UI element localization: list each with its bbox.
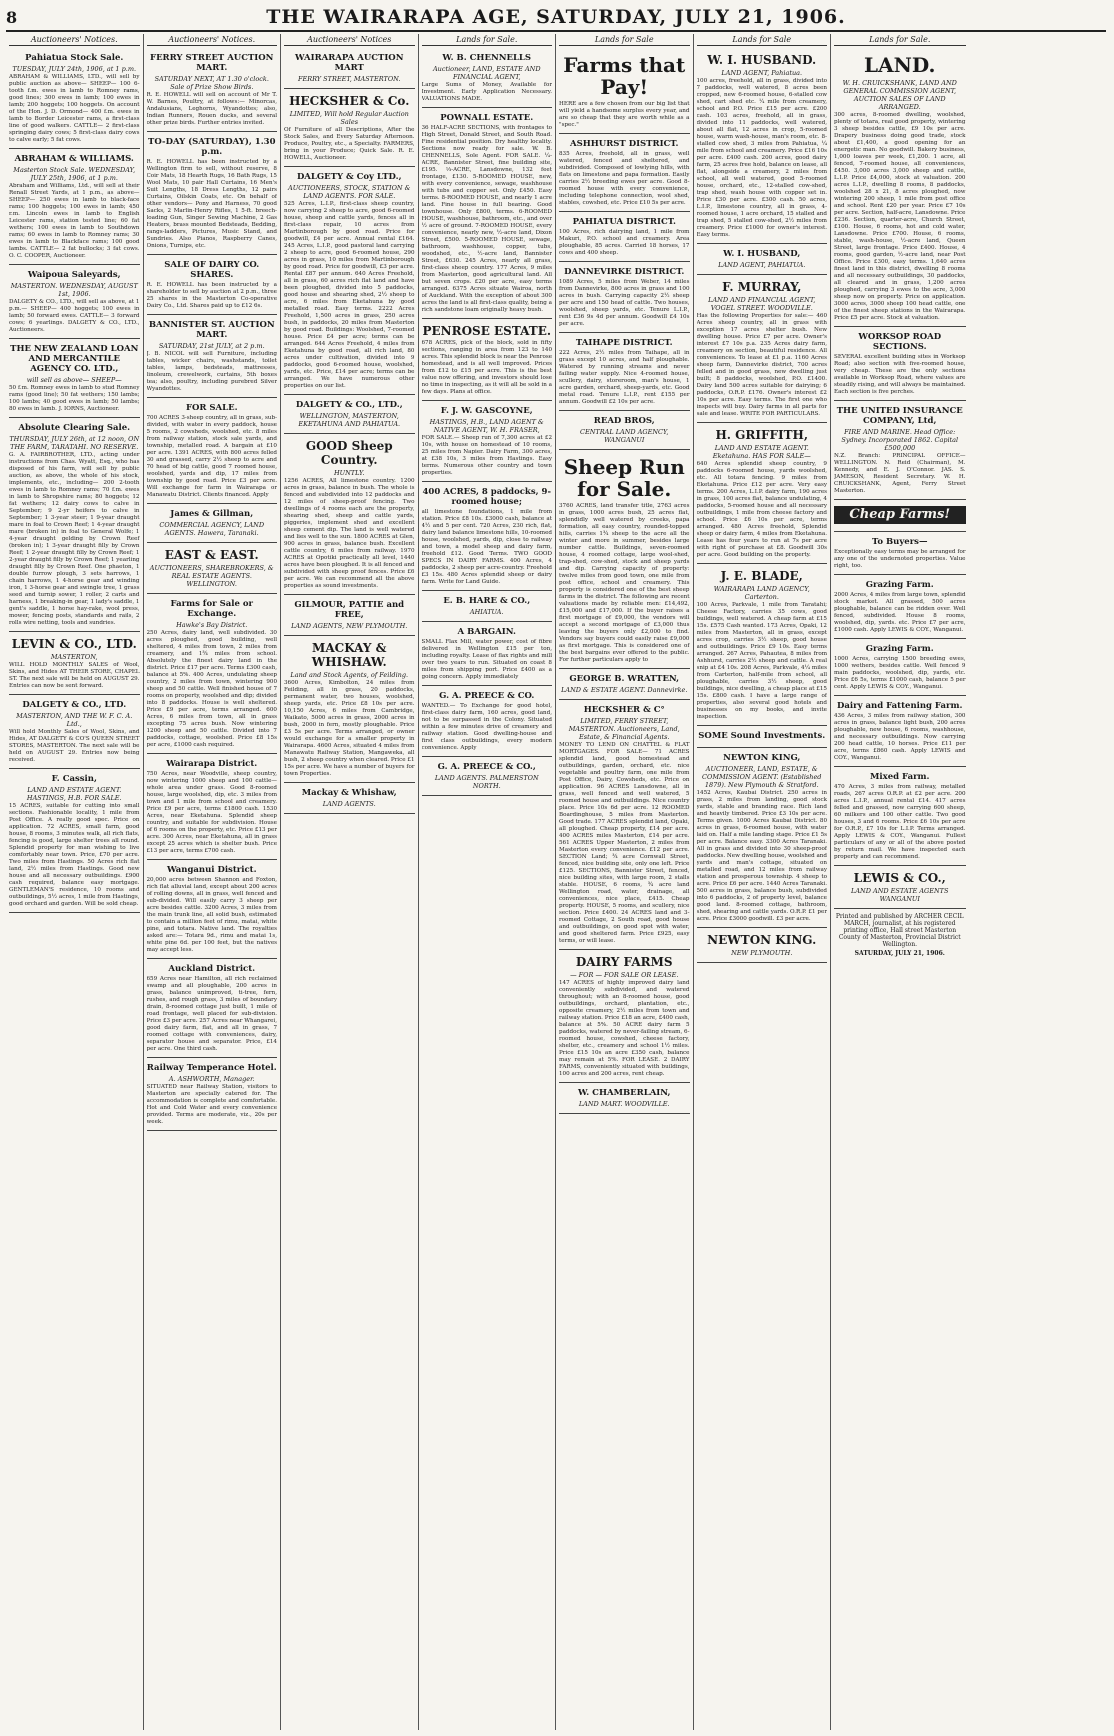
advertisement xyxy=(697,48,828,244)
advertisement xyxy=(147,543,278,594)
ad-subtitle: MASTERTON, xyxy=(50,653,98,661)
masthead xyxy=(6,4,1106,32)
newspaper-title: THE WAIRARAPA AGE, SATURDAY, JULY 21, 1906. xyxy=(266,6,846,28)
ad-subtitle: Masterton Stock Sale. WEDNESDAY, JULY 25th, 1906, at 1 p.m. xyxy=(13,166,136,182)
ad-body: Exceptionally easy terms may be arranged for any one of the undernoted properties. Value right, too. xyxy=(834,549,966,569)
advertisement xyxy=(559,134,690,212)
ad-subtitle: LIMITED, FERRY STREET, MASTERTON. Auctioneers, Land, Estate, & Financial Agents. xyxy=(568,717,680,741)
ad-title: DALGETY & Coy LTD., xyxy=(296,172,402,182)
ad-subtitle: AUCTIONEERS, SHAREBROKERS, & REAL ESTATE AGENTS. WELLINGTON. xyxy=(149,564,274,588)
column-heading: Lands for Sale. xyxy=(422,34,553,46)
column xyxy=(419,34,557,1730)
ad-subtitle: FERRY STREET, MASTERTON. xyxy=(297,75,401,83)
advertisement xyxy=(9,265,140,339)
advertisement xyxy=(834,327,966,401)
ad-title: GOOD Sheep Country. xyxy=(305,439,393,467)
ad-subtitle: LAND & ESTATE AGENT. Dannevirke. xyxy=(561,686,688,694)
advertisement xyxy=(559,1083,690,1114)
ad-subtitle: LAND AND ESTATE AGENTS WANGANUI xyxy=(851,887,949,903)
column-heading: Auctioneers' Notices. xyxy=(9,34,140,46)
ad-body: R. E. HOWELL will sell on account of Mr T. W. Barnes, Poultry, at follows:— Minorcas, Andalusians, Leghorns, Wyandottes; also, Indian Runners, Rouen ducks, and several other prize birds. Further entries invited. xyxy=(146,92,277,126)
advertisement xyxy=(834,48,966,327)
ad-title: Farms for Sale or Exchange. xyxy=(170,599,253,619)
ad-title: E. B. HARE & CO., xyxy=(443,596,531,606)
column-heading: Lands for Sale. xyxy=(834,34,966,46)
advertisement xyxy=(559,411,690,450)
advertisement xyxy=(834,639,966,696)
advertisement xyxy=(834,500,966,532)
ad-title: GEORGE B. WRATTEN, xyxy=(569,674,680,684)
ad-title: Railway Temperance Hotel. xyxy=(146,1063,277,1073)
ad-subtitle: AUCTIONEER, LAND, ESTATE, & COMMISSION AGENT. (Established 1879). New Plymouth & Stratford. xyxy=(702,765,822,789)
ad-title: H. GRIFFITH, xyxy=(715,428,809,442)
ad-title: 400 ACRES, 8 paddocks, 9-roomed house; xyxy=(422,487,551,507)
ad-subtitle: THURSDAY, JULY 26th, at 12 noon, ON THE FARM, TARATAHI. NO RESERVE. xyxy=(9,435,140,451)
advertisement xyxy=(284,167,415,395)
ad-title: ASHHURST DISTRICT. xyxy=(570,139,679,149)
advertisement xyxy=(834,866,966,909)
ad-subtitle: LAND AGENT, PAHIATUA. xyxy=(718,261,806,269)
column xyxy=(694,34,832,1730)
ad-body: 678 ACRES, pick of the block, sold in fifty sections, ranging in area from 123 to 140 acres. This splendid block is near the Penrose homestead, and is all well improved. Prices from £12 to £15 per acre. This is the best value now offering, and investors should lose no time in inspecting, as it will all be sold in a few days. Plans at office. xyxy=(421,340,552,395)
advertisement xyxy=(284,89,415,167)
ad-body: 36 HALF-ACRE SECTIONS, with frontages to High Street, Donald Street, and South Road. Fine residential position. Dry healthy locality. Sections now ready for sale. W. B. CHENNELLS, Sole Agent. FOR SALE. ¼-ACRE, Bannister Street, fine building site, £195. ⅓-ACRE, Lansdowne, 132 feet frontage, £130. 5-ROOMED HOUSE, new, with every convenience, sewage, washhouse with tubs and copper set. Only £450. Easy terms. 8-ROOMED HOUSE, and nearly 1 acre land. Fine house in full bearing. Good townhouse. Only £800, terms. 6-ROOMED HOUSE, washhouse, bathroom, etc., and over ½ acre of ground. 7-ROOMED HOUSE, every convenience, nearly new, ½-acre land, Dixon Street, £500. 5-ROOMED HOUSE, sewage, bathroom, washhouse, copper, tubs, woodshed, etc., ½-acre land, Bannister Street, £630. 245 Acres, nearly all grass, first-class sheep country. 177 Acres, 9 miles from Masterton, good agricultural land. All but seven crops. £20 per acre, easy terms arranged. 6375 Acres situate Wairoa, north of Auckland. With the exception of about 300 acres the land is all first-class quality, being a rich sandstone loam originally heavy bush. xyxy=(421,125,552,313)
ad-body: WANTED.— To Exchange for good hotel, first-class dairy farm, 160 acres, good land, not to be surpassed in the Colony. Situated within a few minutes drive of creamery and railway station. Good dwelling-house and first class outbuildings, every modern convenience. Apply xyxy=(421,703,552,751)
ad-body: 659 Acres near Hamilton, all rich reclaimed swamp and all ploughable, 200 acres in grass, balance unimproved, ti-tree, fern, rushes, and rough grass, 3 miles of boundary drain, 8-roomed cottage just built, 1 mile of road frontage, well placed for sub-division. Price £3 per acre. 257 Acres near Whangarei, good dairy farm, flat, and all in grass, 7 roomed cottage with conveniences, dairy, separator house and separator. Price, £14 per acre. One third cash. xyxy=(146,976,277,1052)
ad-body: G. A. FAIRBROTHER, LTD., acting under instructions from Chas. Wyatt, Esq., who has disposed of his farm, will sell by public auction, as above, the whole of his stock, implements, etc., including— 200 2-tooth ewes in lamb to Romney rams; 70 f.m. ewes in lamb to Shropshire rams; 80 hoggets; 12 fat wethers; 12 dairy cows to calve in September; 9 2-yr heifers to calve in September; 1 3-year steer; 1 9-year draught mare in foal to Crown Reef; 1 4-year draught mare (broken in) in foal to General Wolfe; 1 4-year draught gelding by Crown Reef (broken in); 1 3-year draught filly by Crown Reef; 1 2-year draught filly by Crown Reef; 1 2-year draught filly by Crown Reef; 1 yearling draught filly by Crown Reef. One phaeton, 1 double furrow plough, 3 sets harrows, 1 chain harrows, 1 4-horse gear and winding iron, 1 3-horse gear and swingle tree, 1 grass seed and turnip sower, 1 roller, 2 carts and harness, 1 breaking-in gear, 1 lady's saddle, 1 gent's saddle, 1 horse hay-rake, wool press, mower, fencing posts, standards and rails, 2 rolls wire netting, tools and sundries. xyxy=(9,452,140,626)
advertisement xyxy=(284,783,415,814)
advertisement xyxy=(422,591,553,622)
ad-body: DALGETY & CO., LTD., will sell as above, at 1 p.m.— SHEEP— 400 hoggets; 100 ewes in lamb; 50 forward ewes. CATTLE— 3 forward cows; 6 yearlings. DALGETY & CO., LTD., Auctioneers. xyxy=(9,299,140,333)
ad-title: TAIHAPE DISTRICT. xyxy=(575,338,673,348)
ad-title: Dairy and Fattening Farm. xyxy=(837,701,963,711)
column-heading: Auctioneers' Notices xyxy=(284,34,415,46)
ad-title: LEWIS & CO., xyxy=(853,871,946,885)
ad-title: Absolute Clearing Sale. xyxy=(18,423,131,433)
advertisement xyxy=(284,434,415,595)
advertisement xyxy=(834,767,966,866)
advertisement xyxy=(697,275,828,423)
advertisement xyxy=(147,132,278,255)
advertisement xyxy=(9,632,140,695)
ad-title: MACKAY & WHISHAW. xyxy=(311,641,387,669)
ad-title: Cheap Farms! xyxy=(834,506,966,524)
ad-title: W. I. HUSBAND. xyxy=(707,53,817,67)
advertisement xyxy=(147,860,278,959)
ad-body: 640 Acres splendid sheep country, 9 paddocks 6-roomed house, yards woolshed, etc. All totara fencing. 9 miles from Eketahuna. Price £12 per acre. Very easy terms. 200 Acres, L.I.P. dairy farm, 190 acres in grass, 100 acres flat, balance undulating, 4 paddocks, 5-roomed house and all necessary outbuildings, 1 mile from cheese factory and school. Price £6 10s per acre, terms arranged. 480 Acres freehold, Splendid sheep or dairy farm, 4 miles from Eketahuna. Lease has four years to run at 7s per acre with right of purchase at £8. Goodwill 30s per acre. Good building on the property. xyxy=(696,461,827,558)
imprint-date: SATURDAY, JULY 21, 1906. xyxy=(854,950,945,957)
advertisement xyxy=(834,401,966,500)
ad-title: G. A. PREECE & CO. xyxy=(439,691,535,701)
advertisement xyxy=(422,108,553,319)
ad-body: 300 acres, 8-roomed dwelling, woolshed, plenty of totara, real good property, wintering 3 sheep besides cattle, £9 10s per acre. Drapery business doing good trade, stock about £1,400, a good opening for an energetic man. No goodwill. Bakery business, 1,000 loaves per week, £1,200. 1 acre, all fenced, 7-roomed house, all conveniences, £450. 3,000 acres 3,000 sheep and cattle, L.I.P. Price £4,000, stock at valuation. 200 acres L.I.P., dwelling 8 rooms, 8 paddocks, woolshed 28 x 21, 8 acres ploughed, now wintering 200 sheep, 1 mile from post office and school. Rent £20 per year. Price £7 10s per acre. Section, half-acre, Lansdowne. Price £236. Section, quarter-acre, Church Street, £100. House, 6 rooms, hot and cold water, Lansdowne. Price £700. House, 6 rooms, stable, wash-house, ½-acre land, Queen Street, large frontage. Price £400. House, 4 rooms, good garden, ½-acre land, near Post Office. Price £300, easy terms. 1,640 acres finest land in this district, dwelling 8 rooms and all necessary outbuildings, 30 paddocks, all cleared and in grass, 1,200 acres ploughed, carrying 3 ewes to the acre, 3,000 sheep now on property. Price on application. 3000 acres, 3000 sheep 100 head cattle, one of the finest sheep stations in the Wairarapa. Price £5 per acre. Stock at valuation. xyxy=(834,112,966,321)
ad-subtitle: SATURDAY NEXT, AT 1.30 o'clock. Sale of Prize Show Birds. xyxy=(154,75,269,91)
ad-title: WAIRARAPA AUCTION MART xyxy=(295,53,404,73)
advertisement xyxy=(147,594,278,754)
ad-title: LAND. xyxy=(864,53,936,77)
ad-subtitle: W. H. CRUICKSHANK, LAND AND GENERAL COMMISSION AGENT, AUCTION SALES OF LAND ARRANGED. xyxy=(842,79,957,111)
ad-subtitle: — FOR — FOR SALE OR LEASE. xyxy=(570,971,679,979)
ad-subtitle: SATURDAY, 21st JULY, at 2 p.m. xyxy=(158,342,265,350)
advertisement xyxy=(697,244,828,275)
advertisement xyxy=(147,255,278,315)
ad-body: 1000 Acres, carrying 1500 breeding ewes, 1000 wethers, besides cattle. Well fenced 9 main paddocks, woolshed, dip, yards, etc. Price £6 5s, terms £1000 cash, balance 5 per cent. Apply LEWIS & COY., Wanganui. xyxy=(834,656,966,690)
ad-title: DALGETY & CO., LTD., xyxy=(295,400,403,410)
ad-title: Mixed Farm. xyxy=(869,772,930,782)
advertisement xyxy=(697,726,828,748)
ad-subtitle: LAND AND ESTATE AGENT. Eketahuna. HAS FOR SALE— xyxy=(712,444,811,460)
ad-title: PAHIATUA DISTRICT. xyxy=(572,217,676,227)
ad-title: F. J. W. GASCOYNE, xyxy=(440,406,533,416)
ad-subtitle: A. ASHWORTH, Manager. xyxy=(168,1075,255,1083)
advertisement xyxy=(422,401,553,482)
ad-body: 1256 ACRES, All limestone country. 1200 acres in grass, balance in bush. The whole is fenced and subdivided into 12 paddocks and 12 miles of sheep-proof fencing. Two dwellings of 4 rooms each are the property, shearing shed, sheep and cattle yards, piggeries, implement shed and excellent sheep cement dip. The land is well watered and lies well to the sun. 1800 ACRES at Glen, 900 acres in grass, balance bush. Excellent cattle country, 6 miles from railway. 1970 ACRES at Opotiki practically all level, 1440 acres have been ploughed. It is all fenced and subdivided with sheep proof fences. Price £6 per acre. We can recommend all the above properties as sound investments. xyxy=(284,478,415,589)
ad-body: MONEY TO LEND ON CHATTEL & FLAT MORTGAGES. FOR SALE— 71 ACRES splendid land, good homestead and outbuildings, garden, orchard, etc. nice vegetable and poultry farm, one mile from Post Office, Dairy, Cowsheds, etc. Price on application. 96 ACRES Lansdowne, all in grass, well fenced and well watered, 5 roomed house and outbuildings. Nice country place. Price 10s 6d per acre. 12 ROOMED Boardinghouse, 5 miles from Masterton. Good trade. 177 ACRES splendid land, Opaki, all ploughed. Cheap property, £14 per acre. 400 ACRES miles Masterton, £14 per acre. 561 ACRES Upper Masterton, 2 miles from Masterton every convenience. £12 per acre. SECTION Land; ¾ acre Cornwall Street, fenced, nice building site, only one left. Price £125. SECTIONS, Bannister Street, fenced, nice building sites, with large room, 2 stalls stable. HOUSE, 6 rooms, ¾ acre land Wellington road, water, drainage, all conveniences, nice place, £415. Cheap property. HOUSE, 5 rooms, and scullery, nice section. Price £400. 24 ACRES land and 3-roomed Cottage, 2 South road, good house and outbuildings, on good spot with water, and good sheltered farm. Price £925, easy terms, or will lease. xyxy=(559,742,690,944)
ad-subtitle: COMMERCIAL AGENCY, LAND AGENTS. Hawera, Taranaki. xyxy=(159,521,265,537)
ad-body: 470 Acres, 3 miles from railway, metalled roads, 267 acres O.R.P. at £2 per acre. 200 acres L.I.P., annual rental £14. 417 acres felled and grassed, now carrying 600 sheep, 60 milkers and 100 other cattle. Two good houses, 3 and 6 rooms. Price £6 10s per acre for O.R.P., £7 10s for L.I.P. Terms arranged. Apply LEWIS & COY., Wanganui. Fullest particulars of any or all of the above posted by return mail. We have inspected each property and can recommend. xyxy=(834,784,966,860)
ad-title: BANNISTER ST. AUCTION MART. xyxy=(148,320,275,340)
ad-title: NEWTON KING. xyxy=(707,933,817,947)
ad-title: James & Gillman, xyxy=(170,509,254,519)
ad-title: GILMOUR, PATTIE and FREE, xyxy=(294,600,405,620)
ad-body: WILL HOLD MONTHLY SALES of Wool, Skins, and Hides AT THEIR STORE, CHAPEL ST. The next sale will be held on AUGUST 29. Entries can now be sent forward. xyxy=(9,662,140,689)
page-number: 8 xyxy=(6,7,18,27)
ad-body: 750 Acres, near Woodville, sheep country, now wintering 1000 sheep and 100 cattle— whole area under grass. Good 8-roomed house, large woolshed, dip, etc. 3 miles from town and 1 mile from school and creamery. Price £9 per acre, terms £1800 cash. 1530 Acres, near Eketahuna. Splendid sheep country, and suitable for subdivision. House of 6 rooms on the property, etc. Price £13 per acre. 300 Acres, near Eketahuna, all in grass except 25 acres which is shelter bush. Price £13 per acre, terms £700 cash. xyxy=(146,771,277,854)
advertisement xyxy=(559,700,690,950)
ad-body: 700 ACRES 3-sheep country, all in grass, sub-divided, with water in every paddock, house 5 rooms, 2 cowsheds, woolshed, etc. 8 miles from railway station, stock sale yards, and township, metalled road. A bargain at £10 per acre. 1391 ACRES, with 800 acres felled 30 and grassed, carry 2½ sheep to acre and 70 head of big cattle, good 7 roomed house, woolshed, yards and dip, 17 miles from township by good road. Price £3 per acre. Will exchange for farm in Wairarapa or Manawatu District. Clients financed. Apply xyxy=(146,415,277,498)
advertisement xyxy=(697,928,828,963)
advertisement xyxy=(422,622,553,686)
ad-title: HECKSHER & Co. xyxy=(289,94,410,108)
advertisement xyxy=(147,959,278,1058)
ad-body: 3600 Acres, Kimbolton, 24 miles from Feilding, all in grass, 20 paddocks, permanent water, two houses, woolshed, sheep yards, etc. Price £8 10s per acre. 10,150 Acres, 6 miles from Cambridge, Waikato, 5000 acres in grass, 2000 acres in bush, 2000 in fern, mostly ploughable. Price £3 5s per acre. Terms arranged, or owner would exchange for a smaller property in Wairarapa. 4600 Acres, situated 4 miles from Manawatu Railway Station, Mangaweka, all bush, 2 sheep country when cleared. Price £1 15s per acre. We have a number of buyers for town Properties. xyxy=(284,680,415,777)
advertisement xyxy=(834,696,966,767)
ad-subtitle: WAIRARAPA LAND AGENCY, Carterton. xyxy=(713,585,810,601)
ad-subtitle: TUESDAY, JULY 24th, 1906, at 1 p.m. xyxy=(12,65,137,73)
column xyxy=(831,34,969,1730)
ad-body: J. B. NICOL will sell Furniture, including tables, wicker chairs, washstands, toilet tables, lamps, bedsteads, mattresses, linoleum, crewelwork, curtains, 5th boxes tea; also, poultry, including purebred Silver Wyandottes. xyxy=(146,351,277,392)
ad-body: 1089 Acres, 5 miles from Weber, 14 miles from Dannevirke, 800 acres in grass and 100 acres in bush. Carrying capacity 2½ sheep per acre and 150 head of cattle. Two houses, woolshed, sheep yards, etc. Tenure L.I.P., rent £36 9s 4d per annum. Goodwill £4 10s per acre. xyxy=(559,279,690,327)
advertisement xyxy=(284,595,415,636)
ad-title: Mackay & Whishaw, xyxy=(301,788,397,798)
ad-title: Grazing Farm. xyxy=(865,644,934,654)
ad-subtitle: LAND AND FINANCIAL AGENT, VOGEL STREET. WOODVILLE. xyxy=(708,296,816,312)
ad-body: ABRAHAM & WILLIAMS, LTD., will sell by public auction as above— SHEEP— 100 6-tooth f.m. ewes in lamb to Romney rams, good lines; 300 ewes in lamb; 100 ewes in lamb; 200 hoggets; 100 hoggets. On account of the Hon. J. D. Ormond— 400 f.m. ewes in lamb to Border Leicester rams, a first-class line of good walkers. CATTLE— 2 first-class springing dairy cows; 5 first-class dairy cows to calve early; 5 fat cows. xyxy=(9,74,140,143)
ad-title: HECKSHER & C° xyxy=(583,705,665,715)
ad-body: SEVERAL excellent building sites in Worksop Road; also section with five-roomed house, very cheap. These are the only sections available in Worksop Road, where values are steadily rising, and will always be maintained. Each section is five perches. xyxy=(834,354,966,395)
ad-title: READ BROS, xyxy=(593,416,655,426)
ad-title: ABRAHAM & WILLIAMS. xyxy=(14,154,134,164)
advertisement xyxy=(9,418,140,632)
ad-title: POWNALL ESTATE. xyxy=(440,113,534,123)
ad-title: A BARGAIN. xyxy=(457,627,516,637)
advertisement xyxy=(834,532,966,575)
ad-subtitle: LAND AGENT, Pahiatua. xyxy=(721,69,803,77)
advertisement xyxy=(9,149,140,265)
ad-body: N.Z. Branch: PRINCIPAL OFFICE— WELLINGTON. N. Reid (Chairman), M. Kennedy, and E. J. O'Connor. JAS. S. JAMESON, Resident Secretary. W. H. CRUICKSHANK, Agent, Ferry Street Masterton. xyxy=(834,453,966,494)
ad-title: To Buyers— xyxy=(872,537,928,547)
column-heading: Auctioneers' Notices. xyxy=(147,34,278,46)
advertisement xyxy=(9,769,140,913)
column xyxy=(281,34,419,1730)
advertisement xyxy=(147,504,278,543)
column xyxy=(144,34,282,1730)
advertisement xyxy=(147,398,278,504)
ad-title: F. Cassin, xyxy=(51,774,97,784)
ad-title: Sheep Run for Sale. xyxy=(563,455,685,501)
ad-title: NEWTON KING, xyxy=(723,753,801,763)
advertisement xyxy=(697,564,828,726)
ad-subtitle: will sell as above— SHEEP— xyxy=(26,376,122,384)
ad-body: Will hold Monthly Sales of Wool, Skins, and Hides, AT DALGETY & CO'S QUEEN STREET STORES, MASTERTON. The next sale will be held on AUGUST 29. Entries now being received. xyxy=(9,729,140,763)
ad-subtitle: LAND AND ESTATE AGENT. HASTINGS, H.B. FOR SALE. xyxy=(26,786,122,802)
ad-body: SMALL Flax Mill, water power, cost of fibre delivered in Wellington £15 per ton, including royalty. Lease of flax rights and mill over two years to run. Situated on coast 8 miles from shipping port. Price £400 as a going concern. Apply immediately xyxy=(421,639,552,680)
advertisement xyxy=(559,950,690,1083)
ad-title: W. B. CHENNELLS xyxy=(442,53,532,63)
advertisement xyxy=(559,212,690,262)
advertisement xyxy=(422,319,553,401)
ad-title: SOME Sound Investments. xyxy=(698,731,826,741)
ad-title: Grazing Farm. xyxy=(865,580,934,590)
ad-body: FOR SALE.— Sheep run of 7,300 acres at £2 10s, with house on homestead of 10 rooms, 25 miles from Napier. Dairy Farm, 300 acres, at £38 10s, 3 miles from Hastings. Easy terms. Numerous other country and town properties. xyxy=(421,435,552,476)
advertisement xyxy=(559,669,690,700)
ad-title: Wairarapa District. xyxy=(166,759,258,769)
ad-title: G. A. PREECE & CO., xyxy=(437,762,536,772)
advertisement xyxy=(147,315,278,398)
ad-title: W. I. HUSBAND, xyxy=(723,249,801,259)
advertisement xyxy=(559,333,690,411)
ad-subtitle: NEW PLYMOUTH. xyxy=(731,949,793,957)
advertisement xyxy=(697,423,828,564)
ad-subtitle: LAND AGENTS, NEW PLYMOUTH. xyxy=(291,622,408,630)
ad-body: R. E. HOWELL has been instructed by a Wellington firm to sell, without reserve, 8 Coir Mats, 18 Hearth Rugs, 16 Bath Rugs, 15 Wool Mats, 10 pair Hall Curtains, 16 Men's Suit Lengths, 18 Dress Lengths, 12 pairs Curtains, Oilskin Coats, etc. On behalf of other vendors— Pony and Harness, 70 good Sacks, 2 Marlin-Henry Rifles, 1 5-ft. breech-loading Gun, Singer Sewing Machine, 2 Gas Heaters, brass mounted Bedsteads, Bedding, rangs-ladders, Pictures, Music Stand, and Sundries. Also Pianos, Raspberry Canes, Onions, Turnips, etc. xyxy=(146,159,277,249)
advertisement-columns xyxy=(6,34,1106,1730)
ad-subtitle: AUCTIONEERS, STOCK, STATION & LAND AGENTS. FOR SALE. xyxy=(288,184,411,200)
ad-body: all limestone foundations, 1 mile from station. Price £8 10s. £3000 cash, balance at 4½ and 5 per cent. 720 Acres, 230 rich, flat, dairy land balance limestone hills, 10-roomed house, woolshed, yards, dip, close to railway and town, a model sheep and dairy farm, freehold £12. Good Terms. TWO GOOD SPECS IN DAIRY FARMS. 400 Acres, 4 paddocks, 2 sheep per acre-country. Freehold £3 15s. 480 Acres splendid sheep or dairy farm. Write for Land Guide. xyxy=(421,509,552,585)
ad-subtitle: LIMITED, Will hold Regular Auction Sales xyxy=(289,110,409,126)
advertisement xyxy=(422,757,553,796)
ad-title: Auckland District. xyxy=(168,964,256,974)
ad-subtitle: Hawke's Bay District. xyxy=(176,621,248,629)
advertisement xyxy=(422,686,553,757)
ad-body: R. E. HOWELL has been instructed by a shareholder to sell by auction at 2 p.m., three 25 shares in the Masterton Co-operative Dairy Co., Ltd. Shares paid up to £12 6s. xyxy=(146,282,277,309)
ad-body: 436 Acres, 3 miles from railway station, 300 acres in grass, balance light bush, 200 acres ploughable, new house, 6 rooms, washhouse, and necessary outbuildings. Now carrying 200 head cattle, 10 horses. Price £11 per acre, terms £860 cash. Apply LEWIS and COY., Wanganui. xyxy=(834,713,966,761)
advertisement xyxy=(284,636,415,783)
advertisement xyxy=(9,695,140,769)
advertisement xyxy=(147,1058,278,1131)
ad-body: HERE are a few chosen from our big list that will yield a handsome surplus every year, and are so cheap that they are worth while as a "spec." xyxy=(559,101,690,128)
ad-title: Farms that Pay! xyxy=(563,53,686,99)
advertisement xyxy=(422,482,553,591)
ad-body: Of Furniture of all Descriptions, After the Stock Sales, and Every Saturday Afternoon. Produce, Poultry, etc., a Specialty. FARMERS, bring in your Produce; Quick Sale. R. E. HOWELL, Auctioneer. xyxy=(284,127,415,161)
ad-subtitle: Land and Stock Agents, of Feilding. xyxy=(290,671,409,679)
ad-subtitle: LAND AGENTS. PALMERSTON NORTH. xyxy=(434,774,539,790)
column-heading: Lands for Sale xyxy=(697,34,828,46)
ad-title: EAST & EAST. xyxy=(164,548,259,562)
ad-subtitle: HUNTLY. xyxy=(333,469,365,477)
ad-body: 222 Acres, 2½ miles from Taihape, all in grass except 10 acres, and half ploughable. Watered by running streams and never failing water supply. Nice 4-roomed house, scullery, dairy, storeroom, man's house, 1 acre garden, orchard, sheep-yards, etc. Good metal road. Tenure L.I.P., rent £155 per annum. Goodwill £2 10s per acre. xyxy=(559,350,690,405)
ad-title: J. E. BLADE, xyxy=(720,569,803,583)
ad-title: TO-DAY (SATURDAY), 1.30 p.m. xyxy=(148,137,276,157)
advertisement xyxy=(147,754,278,860)
ad-body: 15 ACRES, suitable for cutting into small sections. Fashionable locality, 1 mile from Post Office. A really good spec. Price on application. 72 ACRES, small farm, good house, 8 rooms, 3 minutes walk, all rich flats, fencing is good, large shelter trees all round. Splendid property for man wishing to live comfortably near town. Price, £70 per acre. Two miles from Hastings. 50 Acres rich flat land, 2½ miles from Hastings. Good new house and all necessary outbuildings. £900 cash required, balance easy mortgage. GENTLEMAN'S residence, 10 rooms and outbuildings, 5½ acres, 1 mile from Hastings, good orchard and garden. Will be sold cheap. xyxy=(9,803,140,907)
ad-title: LEVIN & CO., LTD. xyxy=(11,637,137,651)
column xyxy=(6,34,144,1730)
ad-title: Pahiatua Stock Sale. xyxy=(25,53,124,63)
advertisement xyxy=(284,395,415,434)
ad-body: Large Sums of Money, Available for Investment. Early Application Necessary. VALUATIONS MADE. xyxy=(421,82,552,102)
advertisement xyxy=(559,48,690,134)
ad-subtitle: WELLINGTON, MASTERTON, EKETAHUNA AND PAHIATUA. xyxy=(298,412,401,428)
ad-body: 147 ACRES of highly improved dairy land conveniently subdivided, and watered throughout; with an 8-roomed house, good outbuildings, orchard, plantation, etc., opposite creamery, 2½ miles from town and railway station. Price £18 an acre, £400 cash, balance at 5%. 50 ACRE dairy farm 5 paddocks, watered by never-failing stream, 6-roomed house, cowshed, cheese factory, shelter, etc., creamery and school 1½ miles. Price £15 10s an acre £350 cash, balance may remain at 5%. FOR LEASE. 2 DAIRY FARMS, conveniently situated with buildings, 100 acres and 200 acres, rent cheap. xyxy=(559,980,690,1077)
ad-subtitle: MASTERTON, AND THE W. F. C. A. Ltd., xyxy=(16,712,133,728)
ad-subtitle: AHIATUA. xyxy=(469,608,504,616)
advertisement xyxy=(9,48,140,149)
ad-body: Has the following Properties for sale:— 460 Acres sheep country, all in grass with exception 17 acres shelter bush. New dwelling house. Price £7 per acre. Owner's interest £7 10s p.a. 235 Acres dairy farm, creamery on section, beautiful residence. All conveniences. To lease at £1 p.a. 1160 Acres sheep farm, Dannevirke district, 700 acres felled and in good grass, new dwelling just built; 8 paddocks, woolshed, P.O. £1400. Dairy land 500 acres suitable for dairying; 6 paddocks, O.R.P. £176. Owner's interest £2 10s per acre. Easy terms. The first one who inspects will buy. Dairy farms in all parts for sale and lease. WRITE FOR PARTICULARS. xyxy=(696,313,827,417)
ad-subtitle: HASTINGS, H.B., LAND AGENT & NATIVE AGENT, W. H. FRASER, xyxy=(429,418,544,434)
advertisement xyxy=(284,48,415,89)
advertisement xyxy=(147,48,278,132)
ad-subtitle: Auctioneer, LAND, ESTATE AND FINANCIAL AGENT, xyxy=(432,65,541,81)
ad-body: 525 Acres, L.I.P., first-class sheep country, now carrying 2 sheep to acre, good 6-roomed house, sheep and cattle yards, fences all in first-class repair, 10 acres from Martinborough by good road. Price for goodwill, £4 per acre. Annual rental £164. 245 Acres, L.I.P., good pastoral land carrying 2 sheep to acre, good 6-roomed house, 290 acres in grass, 10 miles from Martinborough by good road. Price for goodwill, £3 per acre. Rental £87 per annum. 640 Acres Freehold, all in grass, 60 acres rich flat land and have been ploughed, divided into 5 paddocks, good house and shearing shed, 2½ sheep to acre, 6 miles from Eketahuna by good metalled road. Easy terms. 2222 Acres Freehold, 1,500 acres in grass, 250 acres bush, in paddocks, 20 miles from Masterton by good road. Buildings: Woolshed, 7-roomed house. Price £4 per acre; terms can be arranged. 644 Acres Freehold, 4 miles from Eketahuna by good road, all rich land, 80 acres under cultivation, divided into 9 paddocks, good 6-roomed house, woolshed, yards, etc. Price, £14 per acre; terms can be arranged. We have numerous other properties on our list. xyxy=(284,201,415,389)
imprint-text: Printed and published by ARCHER CECIL MARCH, journalist, at his registered printing office, Hall street Masterton County of Masterton, Provincial District Wellington. xyxy=(835,913,964,948)
ad-body: 100 Acres, Parkvale, 1 mile from Taratahi; Cheese Factory, carries 35 cows, good buildings, well watered. A cheap farm at £15 15s. £575 Cash wanted. 173 Acres, Opaki, 12 miles from Masterton, all in grass, except acres crop, carries 3½ sheep, good house and outbuildings. Price £9 10s. Easy terms arranged. 267 Acres, Pahautea, 8 miles from Ashhurst, carries 2½ sheep and cattle. A real snip at £4 10s. 208 Acres, Parkvale, 4¼ miles from Carterton, half-mile from school, all ploughable, carries 3½ sheep, good buildings, nice dwelling, a cheap place at £15 15s. £800 cash. I have a large range of properties, also several good hotels and businesses on my books, and invite inspection. xyxy=(696,602,827,720)
ad-title: DAIRY FARMS xyxy=(575,955,673,969)
ad-body: 100 Acres, rich dairying land, 1 mile from Makuri, P.O. school and creamery. Area ploughable, 85 acres. Carried 18 horses, 17 cows and 400 sheep. xyxy=(559,229,690,256)
ad-title: THE NEW ZEALAND LOAN AND MERCANTILE AGENCY CO. LTD., xyxy=(10,344,139,374)
ad-subtitle: LAND AGENTS. xyxy=(322,800,376,808)
ad-title: W. CHAMBERLAIN, xyxy=(578,1088,671,1098)
ad-body: SITUATED near Railway Station, visitors to Masterton are specially catered for. The accommodation is complete and comfortable. Hot and Cold Water and every convenience provided. Terms are moderate, viz., 20s per week. xyxy=(146,1084,277,1125)
ad-title: FERRY STREET AUCTION MART. xyxy=(150,53,274,73)
ad-title: SALE OF DAIRY CO. SHARES. xyxy=(164,260,260,280)
advertisement xyxy=(422,48,553,108)
ad-title: WORKSOP ROAD SECTIONS. xyxy=(858,332,942,352)
ad-subtitle: LAND MART. WOODVILLE. xyxy=(578,1100,670,1108)
ad-title: DANNEVIRKE DISTRICT. xyxy=(564,267,685,277)
ad-title: PENROSE ESTATE. xyxy=(422,324,552,338)
ad-title: Wanganui District. xyxy=(166,865,257,875)
ad-body: 2000 Acres, 4 miles from large town, splendid stock market. All grassed, 500 acres ploughable, balance can be ridden over. Well fenced, subdivided. House 8 rooms, woolshed, dip, yards. etc. Price £7 per acre, £1000 cash. Apply LEWIS & COY., Wanganui. xyxy=(834,592,966,633)
ad-body: 3760 ACRES, land transfer title, 2763 acres in grass, 1000 acres bush, 25 acres flat, splendidly well watered by creeks, papa formation, all easy country, rounded-topped hills, carries 1¾ sheep to the acre all the winter and more in summer, besides large number cattle. Buildings, seven-roomed house, 4 roomed cottage, large wool-shed, trap-shed, cow-shed, stock and sheep yards and dip. Carrying capacity of property: twelve miles from good town, one mile from post office, school and creamery. This property is considered one of the best sheep farms in the district. The following are recent valuations made by reliable men: £14,492, £15,000 and £17,000. If the buyer raises a first mortgage of £9,000, the vendors will accept a second mortgage of £3,000 thus leaving the buyers only £2,000 to find. Vendors say buyers could easily raise £9,000 as first mortgage. This is considered one of the best bargains ever offered to the public. For further particulars apply to xyxy=(559,503,690,663)
ad-body: 835 Acres, freehold, all in grass, well watered, fenced and sheltered, and subdivided. Composed of lowlying hills, with flats on limestone and papa formation. Easily carries 2½ breeding ewes per acre. Good 8-roomed house with every convenience, including telephone connection, wool shed, stables, cowshed, etc. Price £10 5s per acre. xyxy=(559,151,690,206)
ad-body: 20,000 acres between Shannon and Foxton, rich flat alluvial land, except about 200 acres of rolling downs, all in grass, well fenced and sub-divided. Will easily carry 3 sheep per acre besides cattle. 3200 Acres, 3 miles from the main trunk line, all solid bush, estimated to contain a million feet of rimu, matai, white pine, and totara. Native land. The royalties asked are:— Totara 9d., rimu and matai 1s, white pine 6d. per 100 feet, but the natives may accept less. xyxy=(146,877,277,953)
column xyxy=(556,34,694,1730)
ad-body: 100 acres, freehold, all in grass, divided into 7 paddocks, well watered, 8 acres been cropped, new 6-roomed house, 6-stalled cow shed, cart shed etc. ¼ mile from creamery, school and P.O. Price £15 per acre. £200 cash. 103 acres, freehold, all in grass, divided into 11 paddocks, well watered, about all flat, 12 acres in crop, 5-roomed house, warm wash-house, man's room, etc. 8-stalled cow shed, 3 miles from Pahiatua, ¼ mile from school and creamery. Price £16 10s per acre. £400 cash. 200 acres, good dairy farm, 25 acres free hold, balance on lease, all flat, alongside a creamery, 2 miles from school, all well watered, good 5-roomed house, orchard, etc., 12-stalled cow-shed, trap shed, wash house with copper set in. Price £30 per acre. £300 cash. 50 acres, L.I.P., limestone country, all in grass, 4-roomed house, 1 acre orchard, 15 stalled and trap shed, 5 stalled cow-shed, 2½ miles from creamery. Price £1000 for owner's interest. Easy terms. xyxy=(696,78,827,238)
ad-title: FOR SALE. xyxy=(185,403,238,413)
advertisement xyxy=(559,450,690,669)
ad-subtitle: CENTRAL LAND AGENCY, WANGANUI xyxy=(580,428,669,444)
ad-body: 1452 Acres, Kaubai District. 250 acres in grass, 2 miles from landing, good stock yards, stable and branding race. Rich land and heavily timbered. Price £3 10s per acre. Terms given. 1000 Acres Kaubai District. 80 acres in grass, 6-roomed house, with water laid on. Half a mile landing stage. Price £1 5s per acre. Balance easy. 3300 Acres Taranaki. All in grass and divided into 30 sheep-proof paddocks. New dwelling house, woolshed and yards and man's cottage, situated on metalled road, and 12 miles from railway station and prosperous township. 4 sheep to acre. Price £6 per acre. 1440 Acres Taranaki. 500 acres in grass, balance bush, subdivided into 6 paddocks, 2 of property level, balance good land. 8-roomed cottage, bathroom, shed, shearing and cattle yards. O.R.P. £1 per acre. Price £3000 goodwill. £3 per acre. xyxy=(696,790,827,922)
ad-subtitle: FIRE AND MARINE. Head Office: Sydney. Incorporated 1862. Capital £500,000 xyxy=(841,428,959,452)
imprint xyxy=(834,909,966,961)
ad-title: Waipoua Saleyards, xyxy=(27,270,121,280)
ad-subtitle: MASTERTON. WEDNESDAY, AUGUST 1st, 1906. xyxy=(10,282,138,298)
advertisement xyxy=(697,748,828,928)
ad-title: THE UNITED INSURANCE COMPANY, Ltd, xyxy=(836,406,963,426)
ad-title: DALGETY & CO., LTD. xyxy=(22,700,127,710)
advertisement xyxy=(559,262,690,333)
column-heading: Lands for Sale xyxy=(559,34,690,46)
advertisement xyxy=(834,575,966,639)
ad-title: F. MURRAY, xyxy=(722,280,802,294)
ad-body: Abraham and Williams, Ltd., will sell at their Renall Street Yards, at 1 p.m., as above— SHEEP— 250 ewes in lamb to black-face rams; 100 hoggets; 100 ewes in lamb; 450 r.m. Lincoln ewes in lamb to English Leicester rams, station tested line; 60 fat wethers; 100 ewes in lamb to Southdown rams; 60 ewes in lamb to Romney rams; 30 ewes in lamb to Blackface rams; 100 good lambs. CATTLE— 2 fat bullocks; 3 fat cows. O. C. COOPER, Auctioneer. xyxy=(9,183,140,259)
ad-body: 250 Acres, dairy land, well subdivided. 30 acres ploughed, good building, well sheltered, 4 miles from town, 2 miles from creamery, and 1¾ miles from school. Absolutely the finest dairy land in the district. Price £17 per acre. Terms £300 cash, balance at 5%. 400 Acres, undulating sheep country, 2 miles from town, wintering 900 sheep and 50 cattle. Well finished house of 7 rooms on property, woolshed and dip; divided into 8 paddocks. House is well sheltered. Price £9 per acre, terms arranged. 600 Acres, 6 miles from town, all in grass excepting 75 acres bush. Now wintering 1200 sheep and 50 cattle. Divided into 7 paddocks, cottage, woolshed. Price £8 15s per acre, £1000 cash required. xyxy=(146,630,277,748)
advertisement xyxy=(9,339,140,418)
ad-body: 50 f.m. Romney ewes in lamb to stud Romney rams (good line); 50 fat wethers; 150 lambs; 100 lambs; 40 good ewes in lamb; 50 lambs; 80 ewes in lamb. J. IORNS, Auctioneer. xyxy=(9,385,140,412)
